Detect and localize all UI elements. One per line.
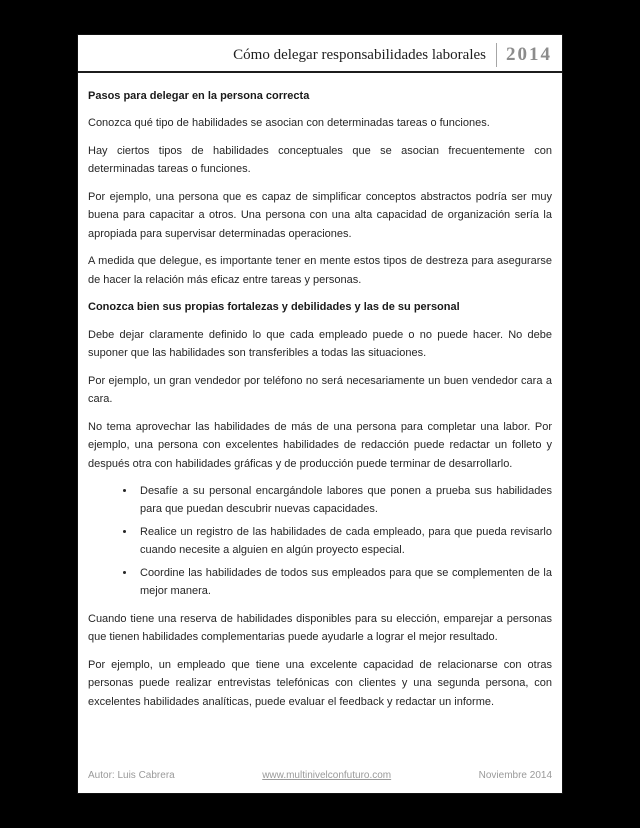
- bullet-item: • Coordine las habilidades de todos sus empleados para que se complementen de la mejor manera.: [136, 564, 552, 601]
- header-divider: [496, 43, 497, 67]
- bullet-item: • Realice un registro de las habilidades de cada empleado, para que pueda revisarlo cuando necesite a alguien en algún proyecto especial.: [136, 523, 552, 560]
- paragraph: A medida que delegue, es importante tener en mente estos tipos de destreza para asegurarse de hacer la relación más eficaz entre tareas y personas.: [88, 255, 552, 286]
- document-footer: [88, 770, 552, 781]
- paragraph: No tema aprovechar las habilidades de más de una persona para completar una labor. Por ejemplo, una persona con excelentes habilidades de redacción puede redactar un folleto y después otra con habilidades gráficas y de producción puede terminar de desarrollarlo.: [88, 420, 552, 470]
- bullet-item: • Desafíe a su personal encargándole labores que ponen a prueba sus habilidades para que puedan descubrir nuevas capacidades.: [136, 482, 552, 519]
- section-heading-fortalezas: Conozca bien sus propias fortalezas y debilidades y las de su personal: [88, 301, 460, 314]
- document-page: [78, 35, 562, 793]
- footer-website-link[interactable]: www.multinivelconfuturo.com: [262, 770, 392, 781]
- document-header: [78, 35, 562, 73]
- paragraph: Por ejemplo, un gran vendedor por teléfono no será necesariamente un buen vendedor cara a cara.: [88, 374, 552, 406]
- document-body: [78, 73, 562, 711]
- document-year: 2014: [506, 44, 552, 65]
- footer-author: Autor: Luis Cabrera: [88, 770, 175, 781]
- paragraph: Por ejemplo, una persona que es capaz de simplificar conceptos abstractos podría ser muy buena para capacitar a otros. Una persona con una alta capacidad de organización sería la apropiada para supervisar determinadas operaciones.: [88, 190, 552, 240]
- paragraph: Hay ciertos tipos de habilidades conceptuales que se asocian frecuentemente con determinadas tareas o funciones.: [88, 144, 552, 176]
- footer-date: Noviembre 2014: [478, 770, 552, 781]
- section-heading-delegar: Pasos para delegar en la persona correcta: [88, 90, 310, 102]
- bullet-list: [88, 482, 552, 601]
- document-title: Cómo delegar responsabilidades laborales: [233, 46, 486, 63]
- paragraph: Conozca qué tipo de habilidades se asocian con determinadas tareas o funciones.: [88, 117, 490, 130]
- paragraph: Por ejemplo, un empleado que tiene una excelente capacidad de relacionarse con otras personas puede realizar entrevistas telefónicas con clientes y una segunda persona, con excelentes habilidades analíticas, puede evaluar el feedback y redactar un informe.: [88, 658, 552, 708]
- paragraph: Cuando tiene una reserva de habilidades disponibles para su elección, emparejar a personas que tienen habilidades complementarias puede ayudarle a lograr el mejor resultado.: [88, 612, 552, 644]
- paragraph: Debe dejar claramente definido lo que cada empleado puede o no puede hacer. No debe suponer que las habilidades son transferibles a todas las situaciones.: [88, 328, 552, 360]
